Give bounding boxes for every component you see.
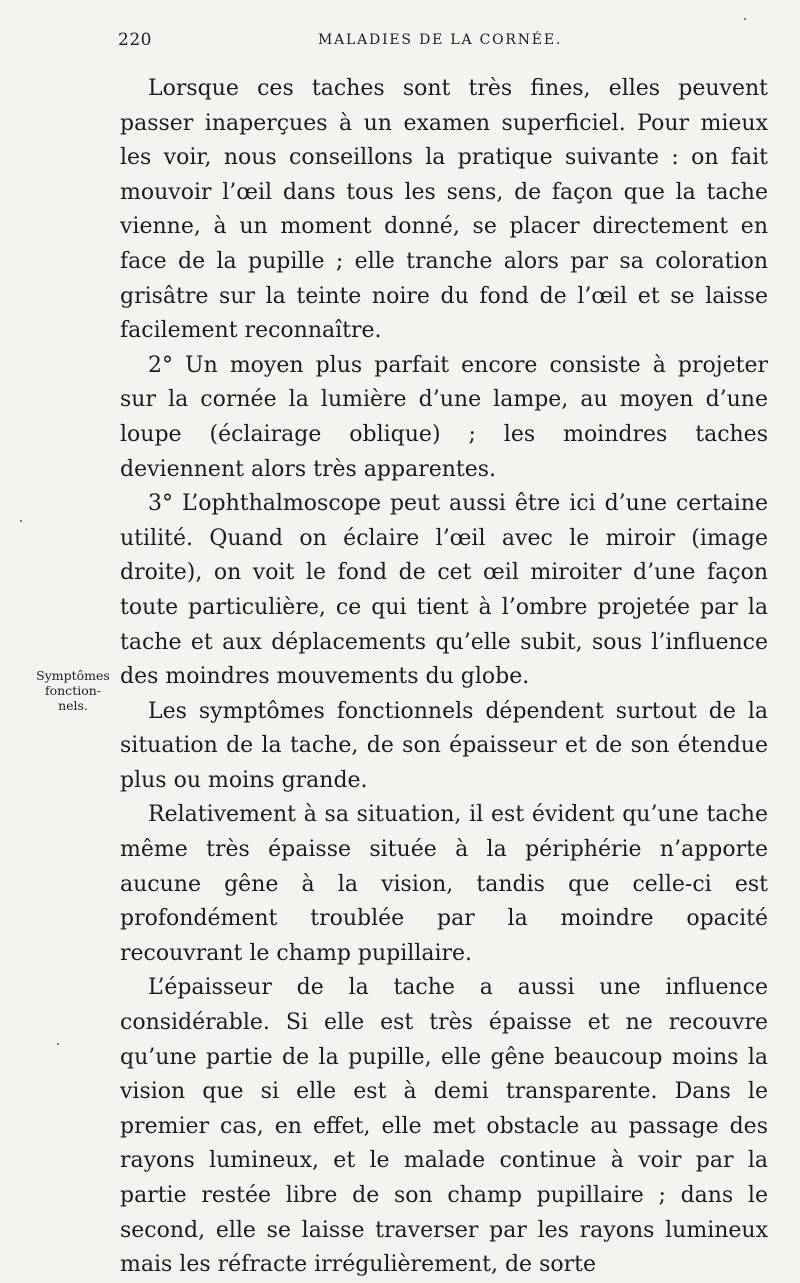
margin-note-line: nels.	[58, 698, 88, 713]
print-speck	[20, 520, 22, 522]
paragraph: 2° Un moyen plus parfait encore consiste à projeter sur la cornée la lumière d’une lampe, au moyen d’une loupe (éclairage oblique) ; les moindres taches deviennent alors très apparentes.	[120, 352, 768, 482]
paragraph: Lorsque ces taches sont très fines, elles peuvent passer inaperçues à un examen superficiel. Pour mieux les voir, nous conseillons la pratique suivante : on fait mouvoir l’œil dans tous les sens, de façon que la tache vienne, à un moment donné, se placer directement en face de la pupille ; elle tranche alors par sa coloration grisâtre sur la teinte noire du fond de l’œil et se laisse facilement reconnaître.	[120, 76, 768, 344]
paragraph: Relativement à sa situation, il est évident qu’une tache même très épaisse située à la périphérie n’apporte aucune gêne à la vision, tandis que celle-ci est profondément troublée par la moindre opacité recouvrant le champ pupillaire.	[120, 802, 768, 966]
running-title: MALADIES DE LA CORNÉE.	[318, 32, 563, 48]
print-speck	[57, 1043, 59, 1045]
page-number: 220	[118, 30, 152, 50]
paragraph: L’épaisseur de la tache a aussi une influence considérable. Si elle est très épaisse et ne recouvre qu’une partie de la pupille, elle gêne beaucoup moins la vision que si elle est à demi transparente. Dans le premier cas, en effet, elle met obstacle au passage des rayons lumineux, et le malade continue à voir par la partie restée libre de son champ pupillaire ; dans le second, elle se laisse traverser par les rayons lumineux mais les réfracte irrégulièrement, de sorte	[120, 975, 768, 1278]
paragraph: 3° L’ophthalmoscope peut aussi être ici d’une certaine utilité. Quand on éclaire l’œil avec le miroir (image droite), on voit le fond de cet œil miroiter d’une façon toute particulière, ce qui tient à l’ombre projetée par la tache et aux déplacements qu’elle subit, sous l’influence des moindres mouvements du globe.	[120, 491, 768, 690]
margin-note-line: fonction-	[44, 683, 102, 698]
margin-note-line: Symptômes	[36, 668, 110, 683]
print-speck	[744, 18, 746, 20]
body-text	[120, 72, 768, 1283]
page-header	[118, 30, 768, 54]
paragraph: Les symptômes fonctionnels dépendent surtout de la situation de la tache, de son épaisseur et de son étendue plus ou moins grande.	[120, 698, 768, 793]
margin-note	[28, 668, 118, 713]
